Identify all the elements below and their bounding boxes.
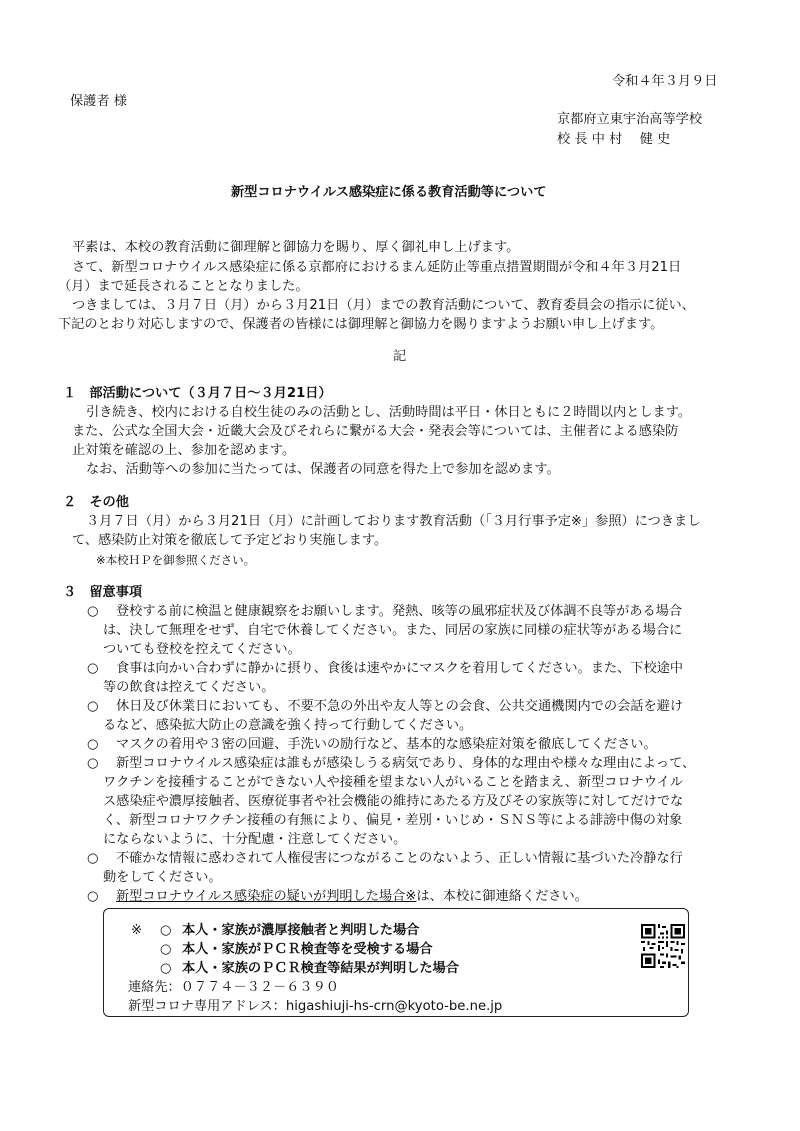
bullet-icon: ○ [87, 661, 99, 676]
intro-line: 下記のとおり対応しますので、保護者の皆様には御理解と御協力を賜りますようお願い申し上げます。 [58, 317, 664, 332]
section-2-line: て、感染防止対策を徹底して予定どおり実施します。 [72, 533, 388, 548]
school-name: 京都府立東宇治高等学校 [557, 112, 703, 127]
section-3-line: ス感染症や濃厚接触者、医療従事者や社会機能の維持にあたる方及びその家族等に対してだけでな [103, 794, 684, 809]
box-item: 本人・家族のＰＣＲ検査等結果が判明した場合 [182, 961, 459, 976]
contact-email: 新型コロナ専用アドレス：higashiuji-hs-crn@kyoto-be.ne.jp [128, 999, 503, 1014]
principal-name: 校 長 中 村 健 史 [557, 132, 671, 147]
section-3-line: ワクチンを接種することができない人や接種を望まない人がいることを踏まえ、新型コロナウイル [103, 775, 683, 790]
bullet-icon: ○ [87, 756, 99, 771]
section-3-line: にならないように、十分配慮・注意してください。 [103, 832, 407, 847]
intro-line: 平素は、本校の教育活動に御理解と御協力を賜り、厚く御礼申し上げます。 [72, 240, 520, 255]
section-2-note: ※本校ＨＰを御参照ください。 [96, 553, 256, 567]
section-3-line: 登校する前に検温と健康観察をお願いします。発熱、咳等の風邪症状及び体調不良等がある場合 [116, 604, 683, 619]
bullet-icon: ○ [160, 942, 172, 957]
bullet-icon: ○ [87, 604, 99, 619]
section-3-line: 新型コロナウイルス感染症は誰もが感染しうる病気であり、身体的な理由や様々な理由によって、 [116, 756, 696, 771]
addressee: 保護者 様 [70, 94, 127, 109]
document-date: 令和４年３月９日 [612, 74, 718, 89]
ki-marker: 記 [393, 349, 407, 364]
section-3-line: 休日及び休業日においても、不要不急の外出や友人等との会食、公共交通機関内での会話を避け [116, 699, 684, 714]
section-3-line: 等の飲食は控えてください。 [103, 680, 275, 695]
section-3-line: 不確かな情報に惑わされて人権侵害につながることのないよう、正しい情報に基づいた冷静な行 [116, 851, 683, 866]
section-2-heading: ２ その他 [63, 495, 129, 510]
bullet-icon: ○ [87, 889, 99, 904]
section-2-line: ３月７日（月）から３月21日（月）に計画しております教育活動（「３月行事予定※」参照）につきまし [86, 514, 701, 529]
section-3-line: く、新型コロナワクチン接種の有無により、偏見・差別・いじめ・ＳＮＳ等による誹謗中傷の対象 [103, 813, 683, 828]
section-1-line: 引き続き、校内における自校生徒のみの活動とし、活動時間は平日・休日ともに２時間以内とします。 [86, 405, 692, 420]
box-item: 本人・家族がＰＣＲ検査等を受検する場合 [182, 942, 433, 957]
section-3-last-line [116, 887, 588, 907]
section-3-line: は、決して無理をせず、自宅で休養してください。また、同居の家族に同様の症状等がある場合に [103, 623, 683, 638]
box-item: 本人・家族が濃厚接触者と判明した場合 [182, 923, 420, 938]
box-note-mark: ※ [131, 923, 143, 938]
section-3-line: 食事は向かい合わずに静かに摂り、食後は速やかにマスクを着用してください。また、下校途中 [116, 661, 684, 676]
section-1-line: 止対策を確認の上、参加を認めます。 [72, 443, 296, 458]
bullet-icon: ○ [87, 699, 99, 714]
bullet-icon: ○ [160, 961, 172, 976]
suspected-case-underlined: 新型コロナウイルス感染症の疑いが判明した場合※ [116, 889, 417, 904]
suspected-case-rest: は、本校に御連絡ください。 [416, 889, 588, 904]
section-1-line: なお、活動等への参加に当たっては、保護者の同意を得た上で参加を認めます。 [86, 462, 560, 477]
section-3-line: 動をしてください。 [103, 870, 222, 885]
intro-line: つきましては、３月７日（月）から３月21日（月）までの教育活動について、教育委員会の指示に従い、 [72, 298, 695, 313]
section-3-heading: ３ 留意事項 [63, 585, 143, 600]
bullet-icon: ○ [87, 851, 99, 866]
intro-line: （月）まで延長されることとなりました。 [58, 279, 309, 294]
page-title: 新型コロナウイルス感染症に係る教育活動等について [231, 185, 547, 200]
section-3-line: るなど、感染拡大防止の意識を強く持って行動してください。 [103, 718, 473, 733]
section-1-heading: １ 部活動について（３月７日～３月21日） [63, 386, 332, 401]
section-3-line: ついても登校を控えてください。 [103, 642, 301, 657]
section-3-line: マスクの着用や３密の回避、手洗いの励行など、基本的な感染症対策を徹底してください。 [116, 737, 657, 752]
intro-line: さて、新型コロナウイルス感染症に係る京都府におけるまん延防止等重点措置期間が令和４年３月21日 [72, 260, 682, 275]
bullet-icon: ○ [160, 923, 172, 938]
bullet-icon: ○ [87, 737, 99, 752]
contact-phone: 連絡先：０７７４－３２－６３９０ [128, 980, 339, 995]
section-1-line: また、公式な全国大会・近畿大会及びそれらに繋がる大会・発表会等については、主催者による感染防 [72, 424, 679, 439]
qr-code-icon [641, 924, 685, 968]
